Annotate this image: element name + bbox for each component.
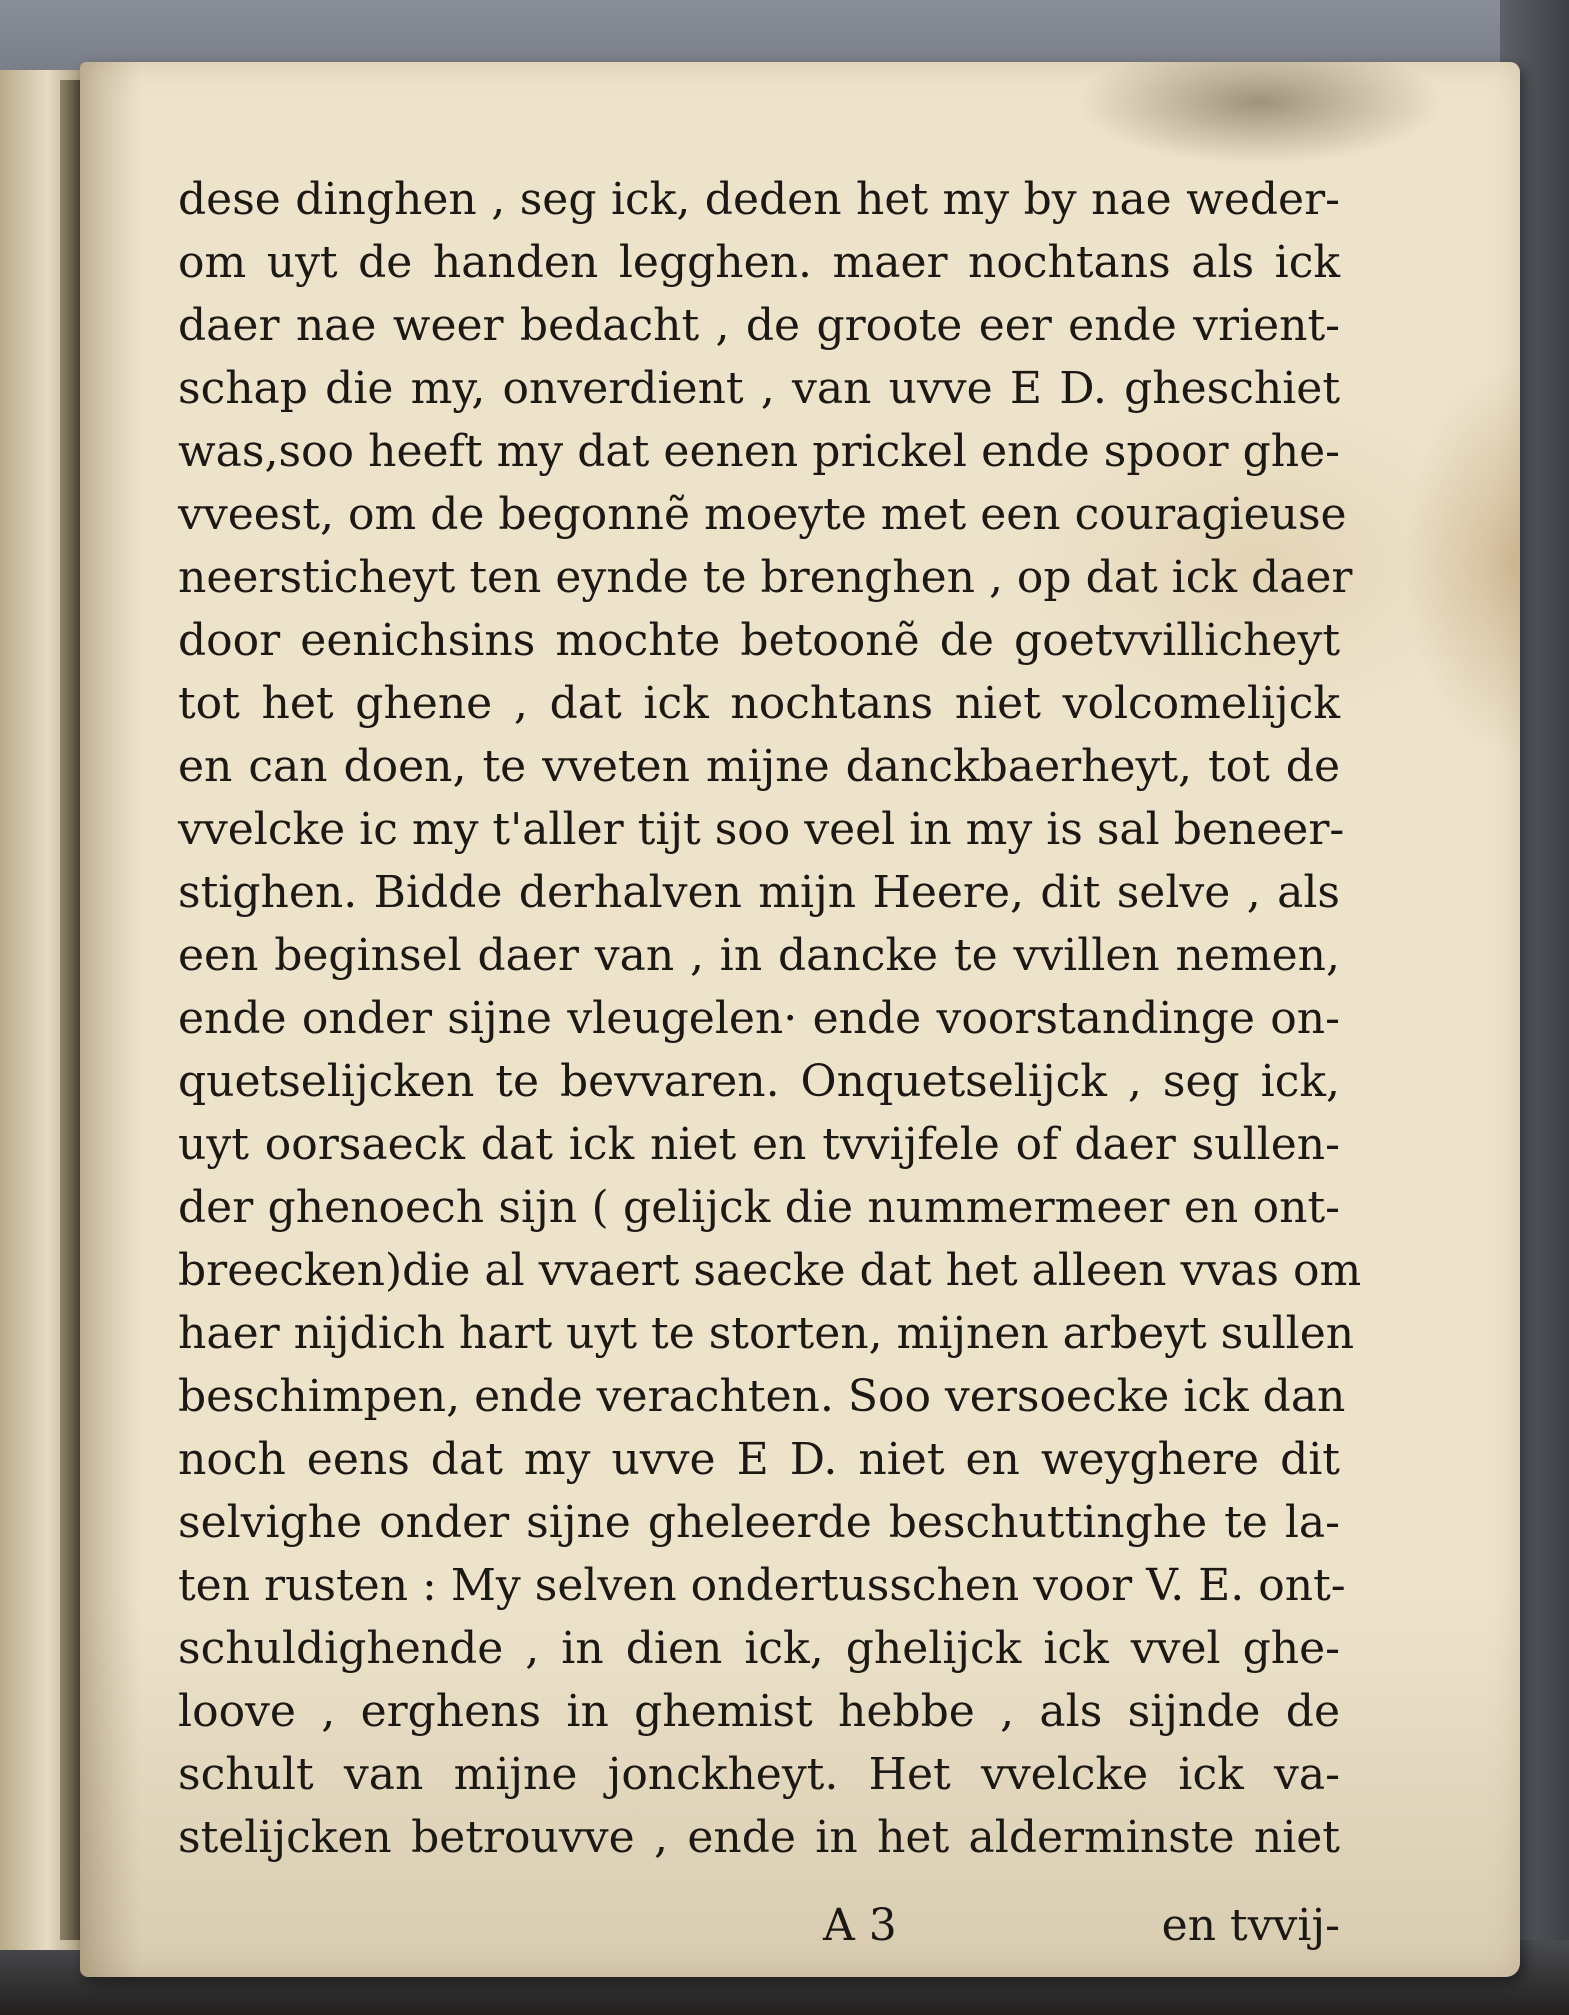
signature-mark: A 3 [823,1900,897,1951]
text-line: een beginsel daer van , in dancke te vvillen nemen, [178,930,1340,981]
text-line: neersticheyt ten eynde te brenghen , op dat ick daer [178,552,1353,603]
text-line: ten rusten : My selven ondertusschen voor V. E. ont- [178,1560,1346,1611]
text-line: der ghenoech sijn ( gelijck die nummermeer en ont- [178,1182,1340,1233]
text-line: selvighe onder sijne gheleerde beschuttinghe te la- [178,1497,1340,1548]
text-line: schap die my, onverdient , van uvve E D. gheschiet [178,363,1340,414]
text-line: daer nae weer bedacht , de groote eer ende vrient- [178,300,1340,351]
text-line: haer nijdich hart uyt te storten, mijnen arbeyt sullen [178,1308,1355,1359]
page-footer [178,1900,1340,1960]
text-line: schuldighende , in dien ick, ghelijck ick vvel ghe- [178,1623,1340,1674]
text-line: ende onder sijne vleugelen· ende voorstandinge on- [178,993,1340,1044]
text-line: tot het ghene , dat ick nochtans niet volcomelijck [178,678,1340,729]
text-line: schult van mijne jonckheyt. Het vvelcke ick va- [178,1749,1340,1800]
text-line: was,soo heeft my dat eenen prickel ende spoor ghe- [178,426,1340,477]
text-line: vveest, om de begonnẽ moeyte met een couragieuse [178,489,1347,540]
text-line: vvelcke ic my t'aller tijt soo veel in my is sal beneer- [178,804,1345,855]
page-text [178,168,1362,1869]
text-line: stighen. Bidde derhalven mijn Heere, dit selve , als [178,867,1340,918]
text-line: dese dinghen , seg ick, deden het my by nae weder- [178,174,1340,225]
text-line: quetselijcken te bevvaren. Onquetselijck , seg ick, [178,1056,1340,1107]
text-line: door eenichsins mochte betoonẽ de goetvvillicheyt [178,615,1340,666]
text-line: breecken)die al vvaert saecke dat het alleen vvas om [178,1245,1362,1296]
text-line: om uyt de handen legghen. maer nochtans als ick [178,237,1340,288]
text-line: noch eens dat my uvve E D. niet en weyghere dit [178,1434,1340,1485]
text-line: loove , erghens in ghemist hebbe , als sijnde de [178,1686,1340,1737]
text-line: beschimpen, ende verachten. Soo versoecke ick dan [178,1371,1346,1422]
text-line: en can doen, te vveten mijne danckbaerheyt, tot de [178,741,1340,792]
text-line: stelijcken betrouvve , ende in het alderminste niet [178,1812,1340,1863]
text-line: uyt oorsaeck dat ick niet en tvvijfele of daer sullen- [178,1119,1340,1170]
catchword: en tvvij- [1161,1900,1340,1951]
